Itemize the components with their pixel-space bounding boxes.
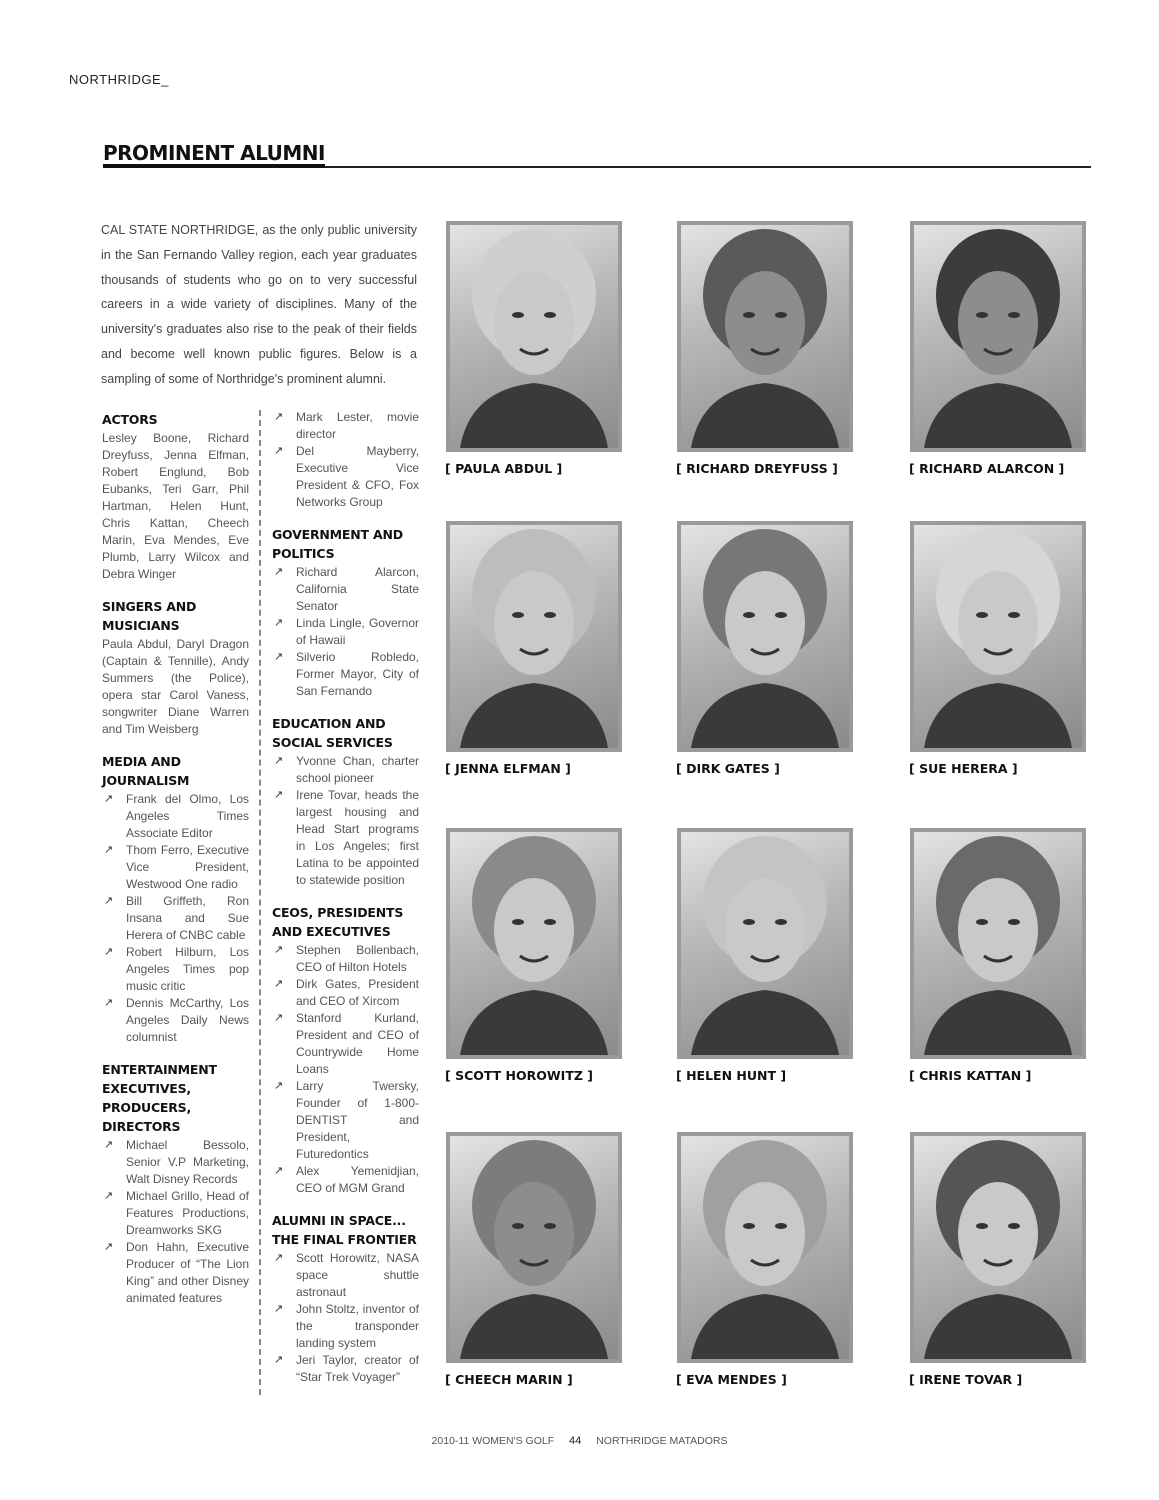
list-item-text: Mark Lester, movie director <box>296 410 419 441</box>
arrow-bullet-icon: ↗ <box>274 944 284 956</box>
list-item-text: John Stoltz, inventor of the transponder landing system <box>296 1302 419 1350</box>
photo-caption: [ RICHARD ALARCON ] <box>909 461 1065 476</box>
list-item <box>272 649 419 700</box>
alumni-list <box>272 942 419 1197</box>
column-divider <box>259 410 261 1395</box>
alumni-photo-paula-abdul <box>446 221 622 452</box>
list-item <box>272 1010 419 1078</box>
portrait-silhouette-icon <box>450 225 618 448</box>
list-item <box>102 1239 249 1307</box>
list-item-text: Michael Bessolo, Senior V.P Marketing, Walt Disney Records <box>126 1138 249 1186</box>
photo-caption: [ IRENE TOVAR ] <box>909 1372 1023 1387</box>
list-item <box>272 1078 419 1163</box>
list-item-text: Irene Tovar, heads the largest housing and Head Start programs in Los Angeles; first Latina to be appointed to statewide position <box>296 788 419 887</box>
arrow-bullet-icon: ↗ <box>274 445 284 457</box>
photo-caption: [ SUE HERERA ] <box>909 761 1018 776</box>
alumni-photo-richard-alarcon <box>910 221 1086 452</box>
arrow-bullet-icon: ↗ <box>104 1139 114 1151</box>
list-item-text: Silverio Robledo, Former Mayor, City of San Fernando <box>296 650 419 698</box>
list-item-text: Stephen Bollenbach, CEO of Hilton Hotels <box>296 943 419 974</box>
portrait-silhouette-icon <box>914 1136 1082 1359</box>
section-heading: GOVERNMENT AND POLITICS <box>272 527 403 561</box>
list-item-text: Robert Hilburn, Los Angeles Times pop music critic <box>126 945 249 993</box>
arrow-bullet-icon: ↗ <box>104 1190 114 1202</box>
alumni-list <box>102 791 249 1046</box>
photo-caption: [ CHRIS KATTAN ] <box>909 1068 1032 1083</box>
list-item <box>272 615 419 649</box>
running-header: NORTHRIDGE_ <box>69 72 169 87</box>
photo-caption: [ EVA MENDES ] <box>676 1372 787 1387</box>
photo-caption: [ PAULA ABDUL ] <box>445 461 563 476</box>
arrow-bullet-icon: ↗ <box>104 997 114 1009</box>
section-text: Lesley Boone, Richard Dreyfuss, Jenna Elfman, Robert Englund, Bob Eubanks, Teri Garr, Phil Hartman, Helen Hunt, Chris Kattan, Cheech Marin, Eva Mendes, Eve Plumb, Larry Wilcox and Debra Winger <box>102 431 249 581</box>
list-item <box>102 842 249 893</box>
portrait-silhouette-icon <box>914 225 1082 448</box>
portrait-silhouette-icon <box>914 832 1082 1055</box>
list-item <box>272 942 419 976</box>
photo-caption: [ SCOTT HOROWITZ ] <box>445 1068 593 1083</box>
list-item <box>272 787 419 889</box>
portrait-silhouette-icon <box>681 832 849 1055</box>
list-item <box>102 791 249 842</box>
list-item <box>272 409 419 443</box>
alumni-column-left <box>102 410 249 1321</box>
arrow-bullet-icon: ↗ <box>274 1012 284 1024</box>
portrait-silhouette-icon <box>450 832 618 1055</box>
alumni-photo-cheech-marin <box>446 1132 622 1363</box>
alumni-photo-richard-dreyfuss <box>677 221 853 452</box>
list-item-text: Alex Yemenidjian, CEO of MGM Grand <box>296 1164 419 1195</box>
list-item <box>272 1301 419 1352</box>
arrow-bullet-icon: ↗ <box>274 1080 284 1092</box>
alumni-photo-eva-mendes <box>677 1132 853 1363</box>
list-item-text: Thom Ferro, Executive Vice President, Westwood One radio <box>126 843 249 891</box>
arrow-bullet-icon: ↗ <box>104 793 114 805</box>
list-item <box>272 443 419 511</box>
portrait-silhouette-icon <box>450 1136 618 1359</box>
arrow-bullet-icon: ↗ <box>274 1303 284 1315</box>
list-item-text: Richard Alarcon, California State Senator <box>296 565 419 613</box>
section-heading: MEDIA AND JOURNALISM <box>102 754 190 788</box>
list-item-text: Scott Horowitz, NASA space shuttle astronaut <box>296 1251 419 1299</box>
footer-publication: 2010-11 WOMEN'S GOLF <box>431 1435 555 1447</box>
portrait-silhouette-icon <box>914 525 1082 748</box>
alumni-section-government-and-politics <box>272 525 419 700</box>
arrow-bullet-icon: ↗ <box>274 651 284 663</box>
portrait-silhouette-icon <box>681 1136 849 1359</box>
alumni-section-alumni-in-space-the-final-frontier <box>272 1211 419 1386</box>
list-item-text: Linda Lingle, Governor of Hawaii <box>296 616 419 647</box>
section-text: Paula Abdul, Daryl Dragon (Captain & Tennille), Andy Summers (the Police), opera star Carol Vaness, songwriter Diane Warren and Tim Weisberg <box>102 637 249 736</box>
list-item-text: Yvonne Chan, charter school pioneer <box>296 754 419 785</box>
section-heading: EDUCATION AND SOCIAL SERVICES <box>272 716 393 750</box>
list-item <box>272 976 419 1010</box>
alumni-section-ceos-presidents-and-executives <box>272 903 419 1197</box>
list-item-text: Don Hahn, Executive Producer of “The Lion King” and other Disney animated features <box>126 1240 249 1305</box>
list-item-text: Del Mayberry, Executive Vice President & CFO, Fox Networks Group <box>296 444 419 509</box>
page-title: PROMINENT ALUMNI <box>103 142 325 168</box>
alumni-list <box>272 1250 419 1386</box>
alumni-section-media-and-journalism <box>102 752 249 1046</box>
arrow-bullet-icon: ↗ <box>104 895 114 907</box>
list-item-text: Frank del Olmo, Los Angeles Times Associate Editor <box>126 792 249 840</box>
section-heading: ENTERTAINMENT EXECUTIVES, PRODUCERS, DIRECTORS <box>102 1062 217 1134</box>
photo-caption: [ DIRK GATES ] <box>676 761 780 776</box>
footer-team: NORTHRIDGE MATADORS <box>596 1435 728 1447</box>
list-item <box>272 1352 419 1386</box>
list-item-text: Bill Griffeth, Ron Insana and Sue Herera of CNBC cable <box>126 894 249 942</box>
list-item <box>102 995 249 1046</box>
arrow-bullet-icon: ↗ <box>104 844 114 856</box>
section-heading: SINGERS AND MUSICIANS <box>102 599 197 633</box>
alumni-photo-chris-kattan <box>910 828 1086 1059</box>
arrow-bullet-icon: ↗ <box>274 755 284 767</box>
arrow-bullet-icon: ↗ <box>274 978 284 990</box>
arrow-bullet-icon: ↗ <box>274 617 284 629</box>
list-item-text: Dennis McCarthy, Los Angeles Daily News columnist <box>126 996 249 1044</box>
alumni-photo-dirk-gates <box>677 521 853 752</box>
list-item <box>102 1137 249 1188</box>
alumni-list <box>272 409 419 511</box>
arrow-bullet-icon: ↗ <box>274 1354 284 1366</box>
alumni-photo-jenna-elfman <box>446 521 622 752</box>
section-heading: ACTORS <box>102 412 158 427</box>
list-item <box>272 564 419 615</box>
list-item-text: Dirk Gates, President and CEO of Xircom <box>296 977 419 1008</box>
alumni-photo-helen-hunt <box>677 828 853 1059</box>
list-item <box>102 1188 249 1239</box>
list-item <box>272 1163 419 1197</box>
list-item-text: Stanford Kurland, President and CEO of Countrywide Home Loans <box>296 1011 419 1076</box>
alumni-list <box>272 753 419 889</box>
alumni-photo-scott-horowitz <box>446 828 622 1059</box>
list-item <box>272 1250 419 1301</box>
photo-caption: [ RICHARD DREYFUSS ] <box>676 461 838 476</box>
alumni-column-right <box>272 409 419 1400</box>
alumni-photo-irene-tovar <box>910 1132 1086 1363</box>
portrait-silhouette-icon <box>681 225 849 448</box>
arrow-bullet-icon: ↗ <box>274 566 284 578</box>
arrow-bullet-icon: ↗ <box>274 1165 284 1177</box>
list-item-text: Jeri Taylor, creator of “Star Trek Voyager” <box>296 1353 419 1384</box>
intro-paragraph: CAL STATE NORTHRIDGE, as the only public university in the San Fernando Valley region, each year graduates thousands of students who go on to very successful careers in a wide variety of disciplines. Many of the university's graduates also rise to the peak of their fields and become well known public figures. Below is a sampling of some of Northridge's prominent alumni. <box>101 223 417 386</box>
photo-caption: [ HELEN HUNT ] <box>676 1068 787 1083</box>
alumni-list <box>102 1137 249 1307</box>
portrait-silhouette-icon <box>450 525 618 748</box>
page-footer <box>0 1435 1159 1447</box>
section-heading: CEOS, PRESIDENTS AND EXECUTIVES <box>272 905 404 939</box>
list-item <box>102 893 249 944</box>
arrow-bullet-icon: ↗ <box>274 789 284 801</box>
list-item <box>272 753 419 787</box>
list-item-text: Michael Grillo, Head of Features Productions, Dreamworks SKG <box>126 1189 249 1237</box>
arrow-bullet-icon: ↗ <box>274 1252 284 1264</box>
alumni-list <box>272 564 419 700</box>
section-heading: ALUMNI IN SPACE... THE FINAL FRONTIER <box>272 1213 417 1247</box>
title-rule <box>103 142 1091 168</box>
alumni-section-education-and-social-services <box>272 714 419 889</box>
list-item <box>102 944 249 995</box>
alumni-section-entertainment-executives-producers-directors <box>102 1060 249 1307</box>
portrait-silhouette-icon <box>681 525 849 748</box>
list-item-text: Larry Twersky, Founder of 1-800-DENTIST and President, Futuredontics <box>296 1079 419 1161</box>
alumni-section-singers-and-musicians <box>102 597 249 738</box>
photo-caption: [ CHEECH MARIN ] <box>445 1372 573 1387</box>
photo-caption: [ JENNA ELFMAN ] <box>445 761 571 776</box>
arrow-bullet-icon: ↗ <box>104 1241 114 1253</box>
page-number: 44 <box>569 1435 582 1447</box>
arrow-bullet-icon: ↗ <box>274 411 284 423</box>
alumni-section-continued <box>272 409 419 511</box>
arrow-bullet-icon: ↗ <box>104 946 114 958</box>
alumni-section-actors <box>102 410 249 583</box>
alumni-photo-sue-herera <box>910 521 1086 752</box>
